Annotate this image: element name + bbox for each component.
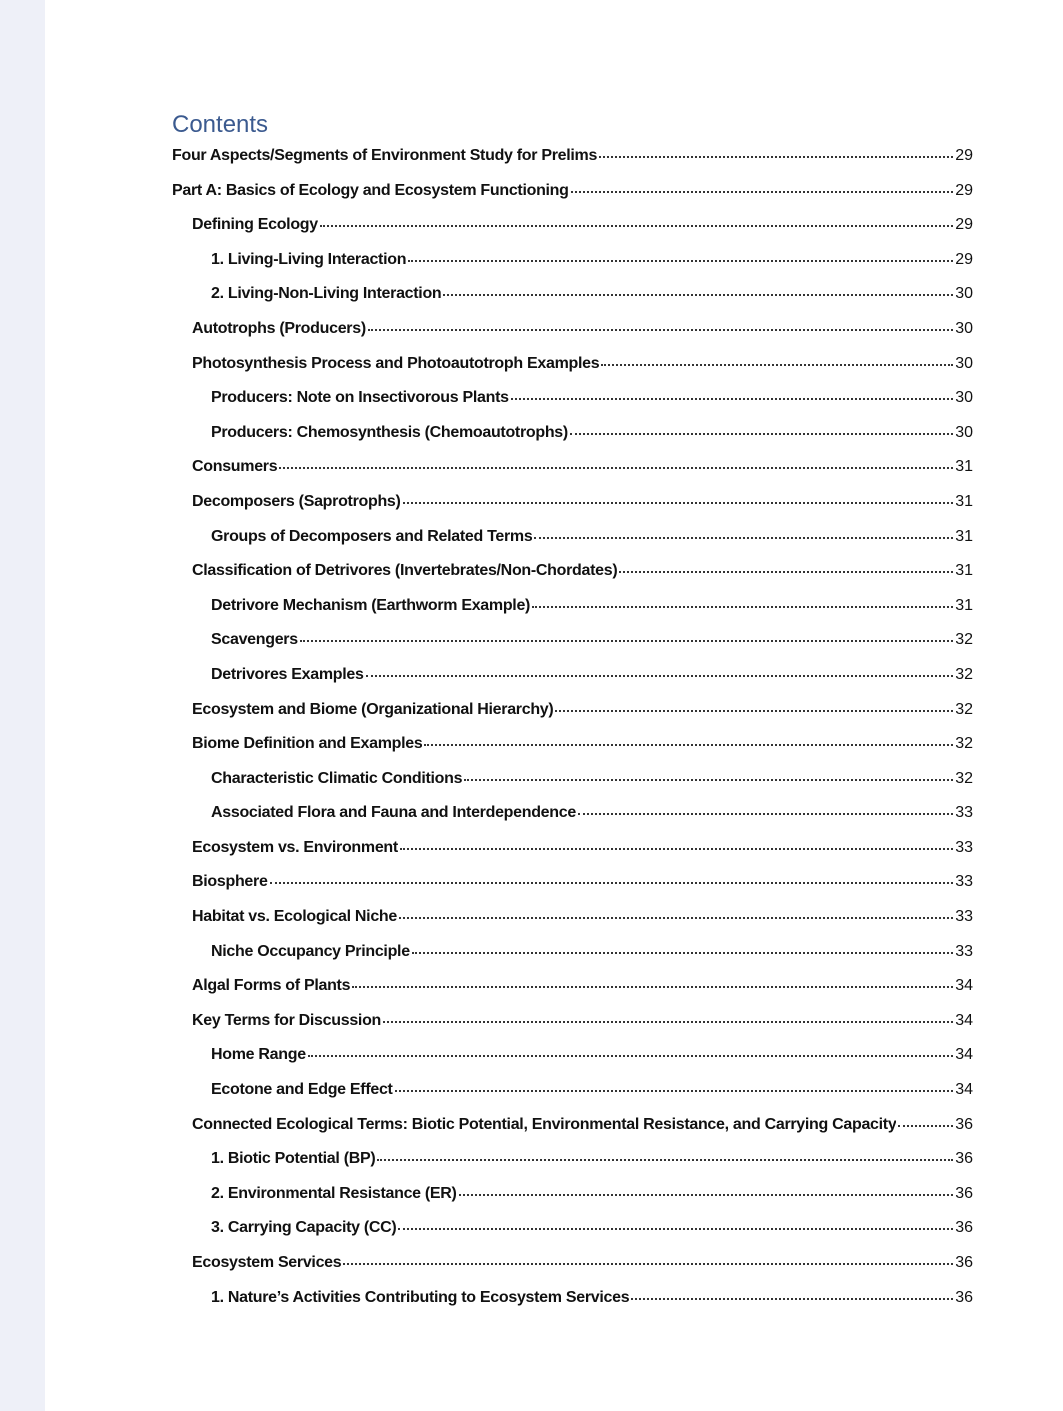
toc-entry[interactable] (172, 381, 973, 416)
toc-dot-leader (412, 951, 953, 954)
toc-entry-title: Scavengers (211, 631, 298, 649)
toc-entry-title: 3. Carrying Capacity (CC) (211, 1219, 397, 1237)
toc-entry[interactable] (172, 762, 973, 797)
document-page (45, 0, 1063, 1411)
toc-dot-leader (300, 639, 953, 642)
toc-entry-title: Detrivore Mechanism (Earthworm Example) (211, 596, 531, 614)
toc-entry[interactable] (172, 1038, 973, 1073)
toc-entry[interactable] (172, 865, 973, 900)
toc-entry-title: Habitat vs. Ecological Niche (192, 908, 397, 926)
toc-entry-page-number: 32 (955, 631, 973, 649)
toc-entry[interactable] (172, 1108, 973, 1143)
toc-dot-leader (399, 916, 953, 919)
toc-dot-leader (424, 743, 953, 746)
toc-dot-leader (377, 1158, 953, 1161)
toc-entry-page-number: 29 (955, 147, 973, 164)
toc-dot-leader (555, 709, 953, 712)
toc-entry[interactable] (172, 623, 973, 658)
toc-entry-page-number: 36 (955, 1150, 973, 1168)
toc-entry-title: 2. Environmental Resistance (ER) (211, 1184, 457, 1202)
toc-entry-page-number: 32 (955, 700, 973, 718)
toc-entry-title: Niche Occupancy Principle (211, 942, 410, 960)
toc-entry-page-number: 32 (955, 769, 973, 787)
toc-entry[interactable] (172, 796, 973, 831)
toc-entry-title: Biosphere (192, 873, 268, 891)
toc-entry-page-number: 31 (955, 596, 973, 614)
toc-entry-page-number: 31 (955, 527, 973, 545)
toc-entry[interactable] (172, 347, 973, 382)
toc-dot-leader (320, 224, 953, 227)
toc-entry-title: 1. Living-Living Interaction (211, 250, 407, 268)
toc-entry-page-number: 36 (955, 1254, 973, 1271)
toc-dot-leader (511, 397, 954, 400)
toc-entry[interactable] (172, 139, 973, 174)
toc-entry[interactable] (172, 416, 973, 451)
toc-entry-title: Ecosystem vs. Environment (192, 838, 398, 856)
toc-entry-page-number: 33 (955, 873, 973, 891)
toc-entry-title: Ecosystem Services (192, 1254, 342, 1271)
toc-dot-leader (398, 1227, 953, 1230)
toc-entry[interactable] (172, 1281, 973, 1316)
toc-entry-page-number: 31 (955, 492, 973, 510)
toc-dot-leader (534, 536, 953, 539)
toc-dot-leader (408, 259, 953, 262)
toc-entry-title: Connected Ecological Terms: Biotic Potential, Environmental Resistance, and Carrying Capacity (192, 1115, 897, 1133)
toc-entry-title: 1. Nature’s Activities Contributing to Ecosystem Services (211, 1288, 630, 1306)
toc-entry-title: Part A: Basics of Ecology and Ecosystem Functioning (172, 181, 569, 199)
toc-entry-page-number: 34 (955, 1011, 973, 1029)
toc-entry[interactable] (172, 554, 973, 589)
toc-entry[interactable] (172, 658, 973, 693)
toc-entry-title: Algal Forms of Plants (192, 977, 351, 995)
toc-entry-title: Characteristic Climatic Conditions (211, 769, 463, 787)
toc-entry[interactable] (172, 174, 973, 209)
toc-entry-page-number: 33 (955, 942, 973, 960)
toc-dot-leader (619, 570, 953, 573)
toc-entry-page-number: 29 (955, 250, 973, 268)
toc-entry[interactable] (172, 727, 973, 762)
toc-list (172, 139, 973, 1315)
toc-entry[interactable] (172, 831, 973, 866)
toc-entry-page-number: 36 (955, 1115, 973, 1133)
toc-entry-title: Consumers (192, 458, 278, 476)
toc-entry-title: Defining Ecology (192, 216, 318, 234)
toc-entry[interactable] (172, 900, 973, 935)
toc-entry-title: Producers: Chemosynthesis (Chemoautotrophs) (211, 423, 568, 441)
toc-entry-title: Ecotone and Edge Effect (211, 1081, 393, 1099)
toc-entry-title: Ecosystem and Biome (Organizational Hierarchy) (192, 700, 554, 718)
toc-entry-title: Associated Flora and Fauna and Interdependence (211, 804, 576, 822)
toc-dot-leader (578, 812, 953, 815)
toc-entry-title: Detrivores Examples (211, 665, 364, 683)
toc-entry-page-number: 30 (955, 354, 973, 372)
toc-dot-leader (270, 881, 954, 884)
toc-entry-title: Key Terms for Discussion (192, 1011, 382, 1029)
toc-entry-page-number: 31 (955, 562, 973, 580)
toc-entry-title: Producers: Note on Insectivorous Plants (211, 389, 509, 407)
toc-dot-leader (599, 155, 953, 158)
toc-dot-leader (352, 985, 953, 988)
toc-dot-leader (459, 1193, 954, 1196)
toc-entry-page-number: 32 (955, 735, 973, 753)
toc-dot-leader (368, 328, 953, 331)
toc-entry-page-number: 30 (955, 389, 973, 407)
toc-entry-title: Classification of Detrivores (Invertebrates/Non-Chordates) (192, 562, 618, 580)
toc-dot-leader (532, 605, 953, 608)
toc-dot-leader (443, 293, 953, 296)
toc-dot-leader (400, 847, 953, 850)
toc-entry-page-number: 33 (955, 838, 973, 856)
toc-entry[interactable] (172, 1142, 973, 1177)
toc-entry[interactable] (172, 935, 973, 970)
toc-dot-leader (571, 190, 954, 193)
toc-entry[interactable] (172, 1211, 973, 1246)
toc-entry[interactable] (172, 485, 973, 520)
toc-entry-title: Autotrophs (Producers) (192, 319, 366, 337)
toc-entry[interactable] (172, 520, 973, 555)
toc-entry-page-number: 30 (955, 285, 973, 303)
toc-dot-leader (383, 1020, 953, 1023)
toc-entry-page-number: 32 (955, 665, 973, 683)
toc-entry[interactable] (172, 693, 973, 728)
toc-entry-title: Biome Definition and Examples (192, 735, 423, 753)
toc-entry[interactable] (172, 208, 973, 243)
toc-entry[interactable] (172, 589, 973, 624)
toc-dot-leader (898, 1124, 953, 1127)
toc-dot-leader (403, 501, 954, 504)
toc-heading: Contents (172, 111, 269, 138)
toc-entry-page-number: 29 (955, 181, 973, 199)
toc-dot-leader (570, 432, 953, 435)
toc-entry-page-number: 29 (955, 216, 973, 234)
toc-entry-page-number: 30 (955, 423, 973, 441)
toc-entry-page-number: 34 (955, 1081, 973, 1099)
toc-entry-page-number: 34 (955, 1046, 973, 1064)
toc-entry-page-number: 36 (955, 1219, 973, 1237)
toc-entry-page-number: 36 (955, 1288, 973, 1306)
toc-entry[interactable] (172, 1004, 973, 1039)
toc-dot-leader (279, 466, 953, 469)
toc-dot-leader (343, 1262, 953, 1265)
toc-entry[interactable] (172, 1246, 973, 1281)
toc-entry[interactable] (172, 1177, 973, 1212)
toc-dot-leader (366, 674, 954, 677)
toc-entry-title: 2. Living-Non-Living Interaction (211, 285, 442, 303)
toc-entry[interactable] (172, 450, 973, 485)
toc-entry-page-number: 33 (955, 908, 973, 926)
toc-entry[interactable] (172, 312, 973, 347)
toc-entry-title: Four Aspects/Segments of Environment Study for Prelims (172, 147, 598, 164)
toc-dot-leader (464, 778, 953, 781)
toc-dot-leader (631, 1297, 953, 1300)
toc-entry[interactable] (172, 969, 973, 1004)
toc-entry-page-number: 34 (955, 977, 973, 995)
toc-entry[interactable] (172, 1073, 973, 1108)
toc-entry-page-number: 36 (955, 1184, 973, 1202)
toc-entry-title: Home Range (211, 1046, 306, 1064)
toc-entry[interactable] (172, 243, 973, 278)
toc-entry-title: Groups of Decomposers and Related Terms (211, 527, 533, 545)
toc-entry[interactable] (172, 277, 973, 312)
toc-dot-leader (601, 363, 953, 366)
toc-entry-title: Photosynthesis Process and Photoautotroph Examples (192, 354, 600, 372)
toc-dot-leader (395, 1089, 954, 1092)
toc-dot-leader (308, 1054, 953, 1057)
toc-entry-page-number: 30 (955, 319, 973, 337)
toc-entry-title: Decomposers (Saprotrophs) (192, 492, 401, 510)
toc-entry-page-number: 33 (955, 804, 973, 822)
toc-entry-page-number: 31 (955, 458, 973, 476)
toc-entry-title: 1. Biotic Potential (BP) (211, 1150, 376, 1168)
